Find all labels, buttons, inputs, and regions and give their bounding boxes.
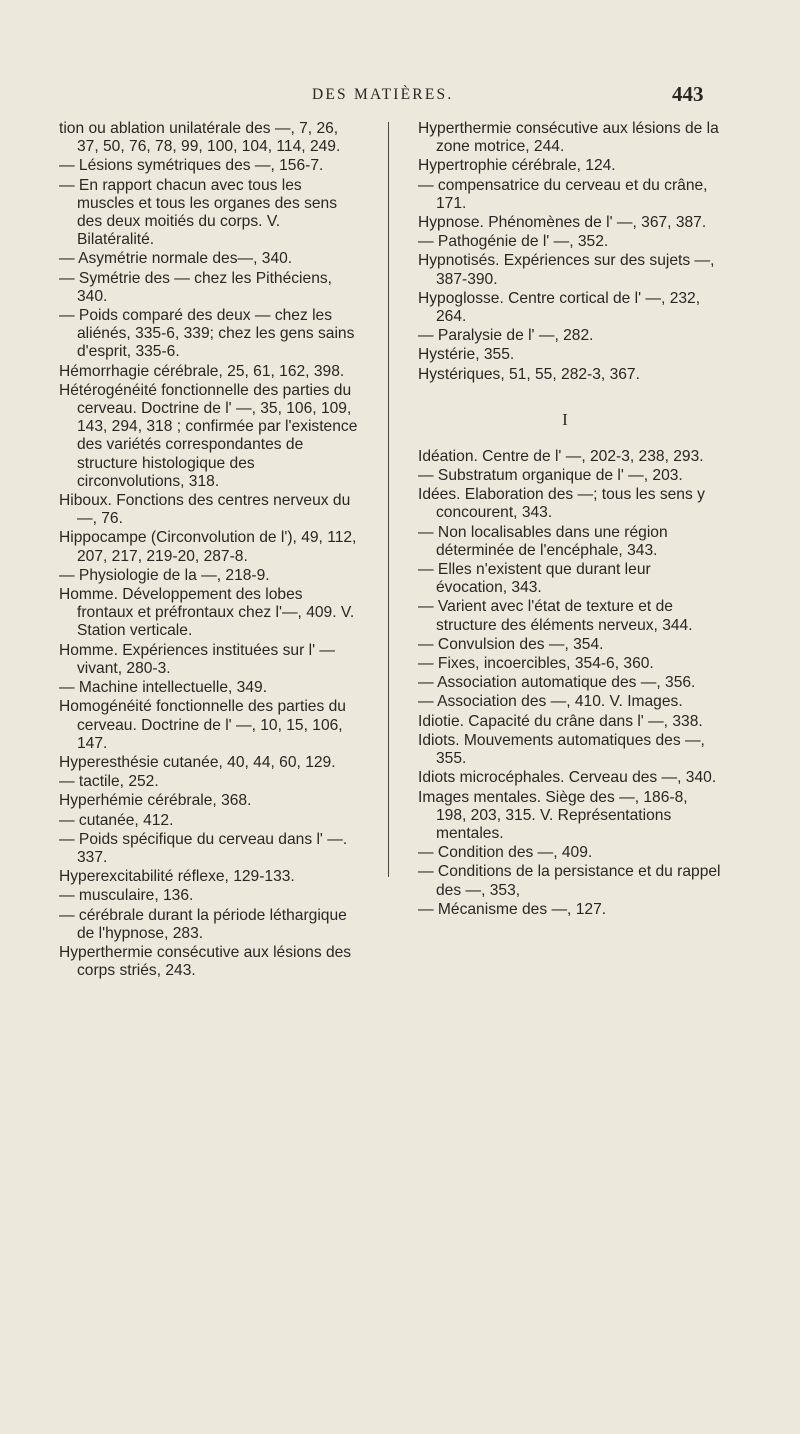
index-entry: — Symétrie des — chez les Pithéciens, 340. [59,269,332,305]
index-entry: — compensatrice du cerveau et du crâne, 171. [418,176,708,212]
index-entry: Idiots microcéphales. Cerveau des —, 340. [418,769,717,787]
index-entry: — Varient avec l'état de texture et de structure des éléments nerveux, 344. [418,598,693,634]
index-entry: tion ou ablation unilatérale des —, 7, 26, 37, 50, 76, 78, 99, 100, 104, 114, 249. [59,120,341,156]
left-index-column [59,120,359,981]
page-number: 443 [672,82,704,106]
index-entry: — Association des —, 410. V. Images. [418,693,683,711]
index-entry: — Substratum organique de l' —, 203. [418,467,683,485]
index-entry: Hyperthermie consécutive aux lésions des corps striés, 243. [59,943,352,980]
index-entry: Hémorrhagie cérébrale, 25, 61, 162, 398. [59,362,345,380]
index-entry: — Poids comparé des deux — chez les aliénés, 335-6, 339; chez les gens sains d'esprit, 335-6. [59,307,355,361]
right-index-column [418,120,722,920]
index-entry: — Paralysie de l' —, 282. [418,327,594,345]
index-entry: Idiotie. Capacité du crâne dans l' —, 338. [418,712,703,730]
index-entry: — Conditions de la persistance et du rappel des —, 353, [418,863,721,899]
index-entry: Images mentales. Siège des —, 186-8, 198, 203, 315. V. Représentations mentales. [418,788,688,842]
right-entries-i [418,448,722,919]
index-entry: — Pathogénie de l' —, 352. [418,233,609,251]
index-entry: Hypnotisés. Expériences sur des sujets —, 387-390. [418,252,715,288]
index-entry: Homogénéité fonctionnelle des parties du cerveau. Doctrine de l' —, 10, 15, 106, 147. [59,698,346,752]
index-entry: Hyperhémie cérébrale, 368. [59,792,252,810]
index-entry: Hypertrophie cérébrale, 124. [418,157,616,175]
index-entry: — cutanée, 412. [59,811,174,829]
index-entry: — Machine intellectuelle, 349. [59,679,268,697]
index-entry: — cérébrale durant la période léthargique de l'hypnose, 283. [59,906,347,942]
index-entry: — En rapport chacun avec tous les muscles et tous les organes des sens des deux moitiés du corps. V. Bilatéralité. [59,176,338,249]
index-entry: Hippocampe (Circonvolution de l'), 49, 112, 207, 217, 219-20, 287-8. [59,529,357,565]
index-entry: — Asymétrie normale des—, 340. [59,250,293,268]
index-entry: — Association automatique des —, 356. [418,674,696,692]
right-entries-h [418,120,722,384]
column-divider [388,122,389,877]
index-entry: — Elles n'existent que durant leur évocation, 343. [418,561,651,597]
section-letter-heading: I [562,409,568,429]
index-entry: Hiboux. Fonctions des centres nerveux du —, 76. [59,492,351,528]
index-entry: — Mécanisme des —, 127. [418,900,607,918]
index-entry: — Condition des —, 409. [418,844,593,862]
index-entry: Idiots. Mouvements automatiques des —, 355. [418,731,705,768]
index-entry: Hyperthermie consécutive aux lésions de la zone motrice, 244. [418,120,719,156]
index-entry: — musculaire, 136. [59,887,194,905]
index-entry: Idées. Elaboration des —; tous les sens y concourent, 343. [418,486,705,522]
index-entry: — Non localisables dans une région déterminée de l'encéphale, 343. [418,523,668,559]
index-entry: Homme. Expériences instituées sur l' — vivant, 280-3. [59,641,335,677]
running-title: DES MATIÈRES. [312,86,454,103]
index-entry: — Poids spécifique du cerveau dans l' —. 337. [59,830,348,866]
index-entry: — Fixes, incoercibles, 354-6, 360. [418,655,654,673]
index-entry: Hystérie, 355. [418,346,515,364]
index-entry: Hystériques, 51, 55, 282-3, 367. [418,365,640,383]
index-entry: Hypoglosse. Centre cortical de l' —, 232, 264. [418,289,701,326]
index-entry: Hypnose. Phénomènes de l' —, 367, 387. [418,214,707,232]
index-entry: Hyperesthésie cutanée, 40, 44, 60, 129. [59,753,336,771]
index-entry: — Convulsion des —, 354. [418,635,604,653]
index-entry: Hyperexcitabilité réflexe, 129-133. [59,868,295,886]
index-entry: Hétérogénéité fonctionnelle des parties du cerveau. Doctrine de l' —, 35, 106, 109, 143, 294, 318 ; confirmée par l'existence des variétés correspondantes de structure histologique des circonvolutions, 318. [59,381,358,490]
index-entry: — Physiologie de la —, 218-9. [59,566,270,584]
index-entry: Homme. Développement des lobes frontaux et préfrontaux chez l'—, 409. V. Station verticale. [59,586,355,640]
page-header [0,80,800,120]
index-entry: — Lésions symétriques des —, 156-7. [59,157,324,175]
index-entry: — tactile, 252. [59,773,159,791]
index-entry: Idéation. Centre de l' —, 202-3, 238, 293. [418,447,704,465]
